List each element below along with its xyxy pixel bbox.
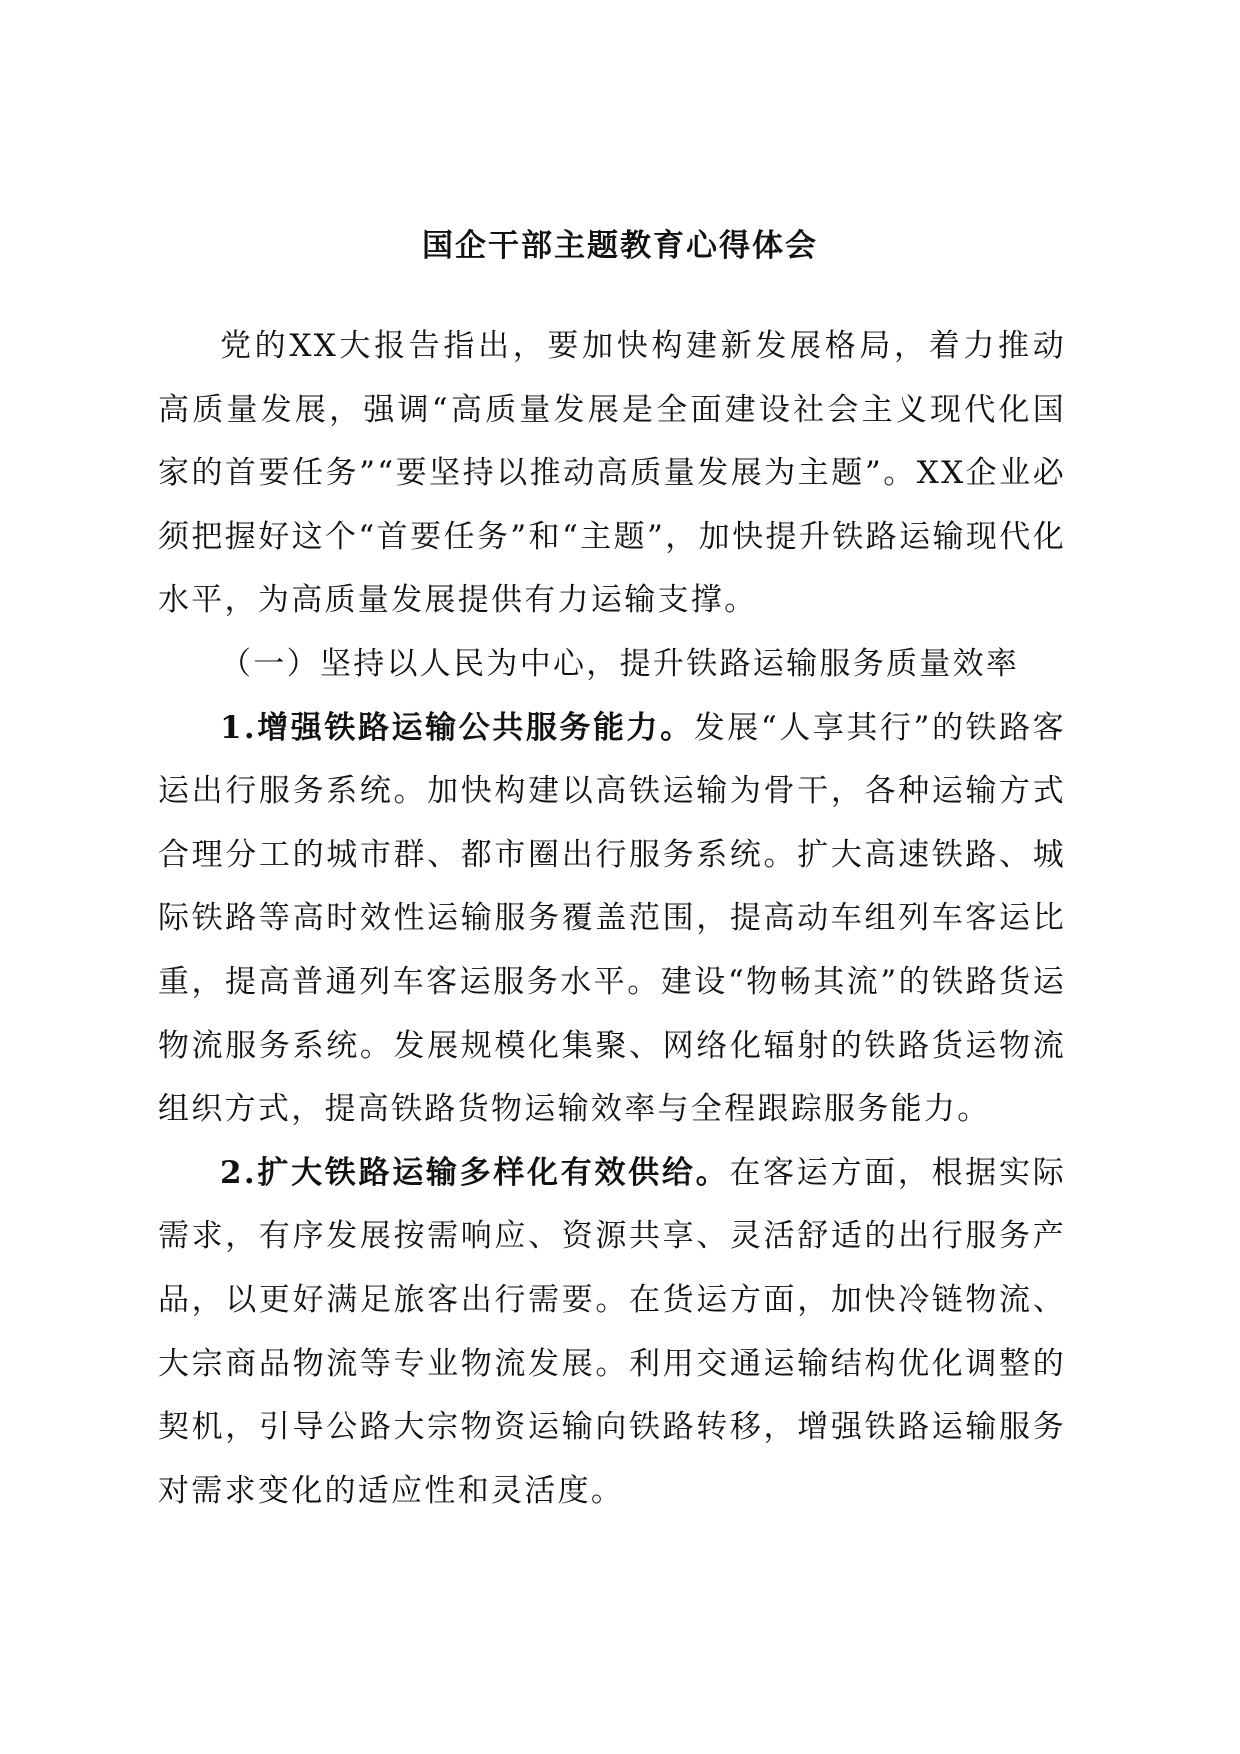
section-heading: （一）坚持以人民为中心，提升铁路运输服务质量效率 (220, 645, 1020, 682)
document-title: 国企干部主题教育心得体会 (422, 228, 818, 264)
item-1-paragraph (158, 697, 1066, 1142)
item-1-text: 发展“人享其行”的铁路客运出行服务系统。加快构建以高铁运输为骨干，各种运输方式合理分工的城市群、都市圈出行服务系统。扩大高速铁路、城际铁路等高时效性运输服务覆盖范围，提高动车组列车客运比重，提高普通列车客运服务水平。建设“物畅其流”的铁路货运物流服务系统。发展规模化集聚、网络化辐射的铁路货运物流组织方式，提高铁路货物运输效率与全程跟踪服务能力。 (158, 709, 1066, 1128)
item-1-lead: 1.增强铁路运输公共服务能力。 (220, 709, 694, 746)
item-2-text: 在客运方面，根据实际需求，有序发展按需响应、资源共享、灵活舒适的出行服务产品，以更好满足旅客出行需要。在货运方面，加快冷链物流、大宗商品物流等专业物流发展。利用交通运输结构优化调整的契机，引导公路大宗物资运输向铁路转移，增强铁路运输服务对需求变化的适应性和灵活度。 (158, 1154, 1066, 1509)
document-body (158, 315, 1066, 1523)
intro-paragraph: 党的XX大报告指出，要加快构建新发展格局，着力推动高质量发展，强调“高质量发展是全面建设社会主义现代化国家的首要任务”“要坚持以推动高质量发展为主题”。XX企业必须把握好这个“首要任务”和“主题”，加快提升铁路运输现代化水平，为高质量发展提供有力运输支撑。 (158, 328, 1066, 619)
item-2-lead: 2.扩大铁路运输多样化有效供给。 (220, 1154, 730, 1191)
item-2-paragraph (158, 1142, 1066, 1524)
